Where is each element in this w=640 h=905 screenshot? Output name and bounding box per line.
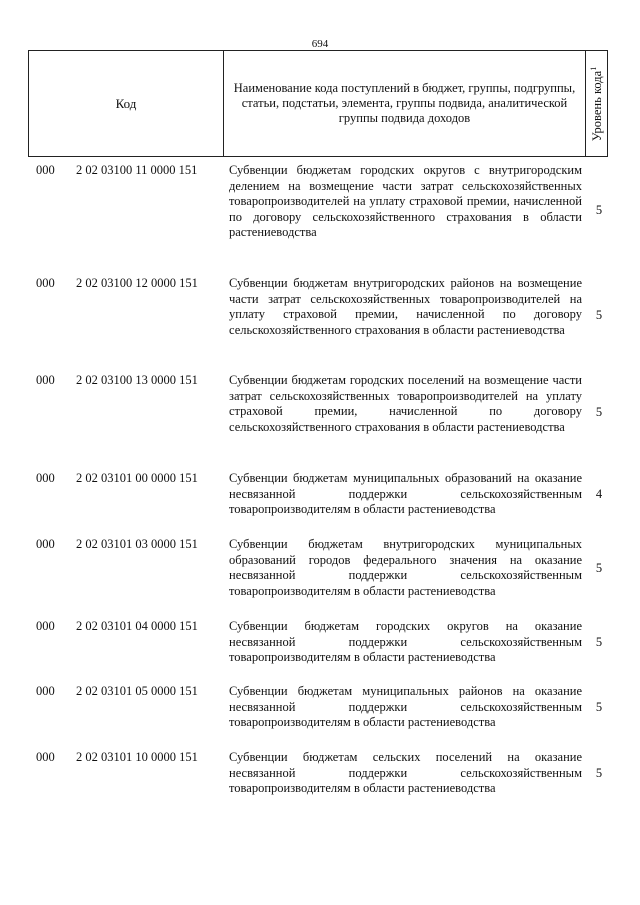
row-level: 5 bbox=[595, 635, 603, 649]
row-code: 2 02 03100 13 0000 151 bbox=[76, 373, 198, 387]
row-code: 2 02 03101 00 0000 151 bbox=[76, 471, 198, 485]
row-level: 5 bbox=[595, 700, 603, 714]
row-code: 2 02 03101 10 0000 151 bbox=[76, 750, 198, 764]
header-level bbox=[586, 51, 608, 156]
header-level-footnote: 1 bbox=[588, 66, 598, 71]
row-code: 2 02 03101 03 0000 151 bbox=[76, 537, 198, 551]
page-number: 694 bbox=[311, 38, 329, 50]
row-name: Субвенции бюджетам сельских поселений на оказание несвязанной поддержки сельскохозяйственным товаропроизводителям в области растениеводства bbox=[229, 750, 582, 796]
row-kbk: 000 bbox=[36, 373, 55, 387]
row-code: 2 02 03100 11 0000 151 bbox=[76, 163, 198, 177]
row-code: 2 02 03101 04 0000 151 bbox=[76, 619, 198, 633]
row-level: 5 bbox=[595, 766, 603, 780]
row-name: Субвенции бюджетам внутригородских районов на возмещение части затрат сельскохозяйственных товаропроизводителей на уплату страховой премии, начисленной по договору сельскохозяйственного страхования в области растениеводства bbox=[229, 276, 582, 337]
header-level-label: Уровень кода bbox=[590, 70, 605, 141]
header-name: Наименование кода поступлений в бюджет, группы, подгруппы, статьи, подстатьи, элемента, группы подвида, аналитической группы подвида доходов bbox=[233, 81, 576, 125]
row-name: Субвенции бюджетам городских округов на оказание несвязанной поддержки сельскохозяйственным товаропроизводителям в области растениеводства bbox=[229, 619, 582, 665]
row-name: Субвенции бюджетам муниципальных районов на оказание несвязанной поддержки сельскохозяйственным товаропроизводителям в области растениеводства bbox=[229, 684, 582, 730]
row-level: 5 bbox=[595, 203, 603, 217]
row-kbk: 000 bbox=[36, 276, 55, 290]
row-name: Субвенции бюджетам городских округов с внутригородским делением на возмещение части затрат сельскохозяйственных товаропроизводителей на уплату страховой премии, начисленной по договору сельскохозяйственного страхования в области растениеводства bbox=[229, 163, 582, 240]
row-level: 5 bbox=[595, 405, 603, 419]
row-kbk: 000 bbox=[36, 163, 55, 177]
row-code: 2 02 03101 05 0000 151 bbox=[76, 684, 198, 698]
row-kbk: 000 bbox=[36, 471, 55, 485]
table-header bbox=[28, 50, 608, 157]
row-kbk: 000 bbox=[36, 537, 55, 551]
row-name: Субвенции бюджетам муниципальных образований на оказание несвязанной поддержки сельскохозяйственным товаропроизводителям в области растениеводства bbox=[229, 471, 582, 517]
row-name: Субвенции бюджетам внутригородских муниципальных образований городов федерального значения на оказание несвязанной поддержки сельскохозяйственным товаропроизводителям в области растениеводства bbox=[229, 537, 582, 598]
row-name: Субвенции бюджетам городских поселений на возмещение части затрат сельскохозяйственных товаропроизводителей на уплату страховой премии, начисленной по договору сельскохозяйственного страхования в области растениеводства bbox=[229, 373, 582, 434]
row-kbk: 000 bbox=[36, 684, 55, 698]
row-level: 5 bbox=[595, 308, 603, 322]
header-code: Код bbox=[115, 95, 137, 111]
row-kbk: 000 bbox=[36, 750, 55, 764]
row-level: 4 bbox=[595, 487, 603, 501]
row-level: 5 bbox=[595, 561, 603, 575]
row-kbk: 000 bbox=[36, 619, 55, 633]
row-code: 2 02 03100 12 0000 151 bbox=[76, 276, 198, 290]
header-level-text bbox=[589, 66, 605, 140]
